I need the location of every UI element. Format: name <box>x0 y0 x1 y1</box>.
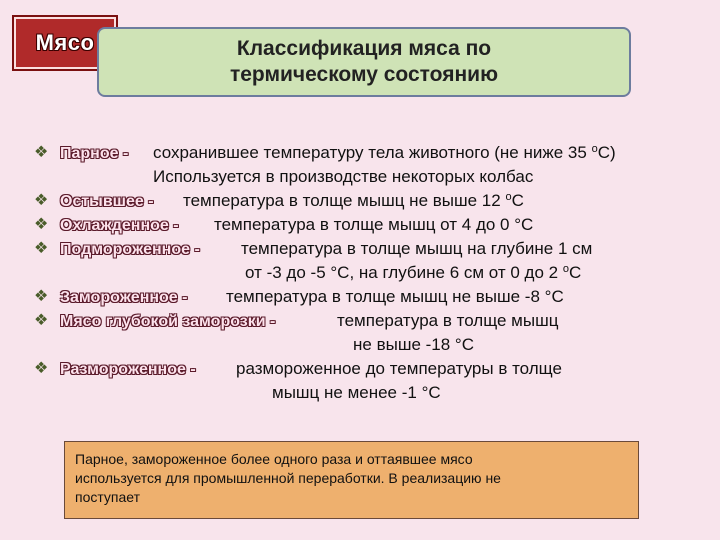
diamond-bullet-icon: ❖ <box>34 216 49 233</box>
item-continuation: от -3 до -5 °С, на глубине 6 см от 0 до 2 $^о$С <box>245 263 582 282</box>
item-term: Подмороженное - <box>60 241 200 258</box>
item-definition: температура в толще мышц <box>337 311 559 330</box>
diamond-bullet-icon: ❖ <box>34 360 49 377</box>
note-line-3: поступает <box>75 489 141 505</box>
item-term: Мясо глубокой заморозки - <box>60 313 276 330</box>
note-box <box>64 441 639 519</box>
diamond-bullet-icon: ❖ <box>34 312 49 329</box>
list-item <box>0 142 720 166</box>
item-term: Парное - <box>60 145 129 162</box>
item-term: Остывшее - <box>60 193 154 210</box>
diamond-bullet-icon: ❖ <box>34 288 49 305</box>
item-continuation: мышц не менее -1 °С <box>272 383 441 402</box>
page-title-line-1: Классификация мяса по <box>236 37 492 60</box>
list-item <box>0 310 720 334</box>
item-definition: температура в толще мышц от 4 до 0 °С <box>214 215 534 234</box>
item-term: Замороженное - <box>60 289 188 306</box>
item-definition: температура в толще мышц не выше 12 $^о$С <box>183 191 524 210</box>
note-line-1: Парное, замороженное более одного раза и оттаявшее мясо <box>75 451 473 467</box>
page-title-line-2: термическому состоянию <box>229 63 499 86</box>
item-term: Размороженное - <box>60 361 196 378</box>
list-item <box>0 214 720 238</box>
diamond-bullet-icon: ❖ <box>34 240 49 257</box>
diamond-bullet-icon: ❖ <box>34 192 49 209</box>
item-term: Охлажденное - <box>60 217 179 234</box>
list-item <box>0 358 720 382</box>
item-continuation: Используется в производстве некоторых колбас <box>153 167 534 186</box>
badge-label: Мясо <box>35 30 95 55</box>
item-continuation: не выше -18 °С <box>353 335 475 354</box>
diamond-bullet-icon: ❖ <box>34 144 49 161</box>
list-item <box>0 238 720 262</box>
item-definition: сохранившее температуру тела животного (не ниже 35 $^о$С) <box>153 143 616 162</box>
item-definition: температура в толще мышц не выше -8 °С <box>226 287 564 306</box>
item-definition: температура в толще мышц на глубине 1 см <box>241 239 593 258</box>
list-item <box>0 190 720 214</box>
note-line-2: используется для промышленной переработки. В реализацию не <box>75 470 501 486</box>
item-definition: размороженное до температуры в толще <box>236 359 562 378</box>
list-item <box>0 286 720 310</box>
